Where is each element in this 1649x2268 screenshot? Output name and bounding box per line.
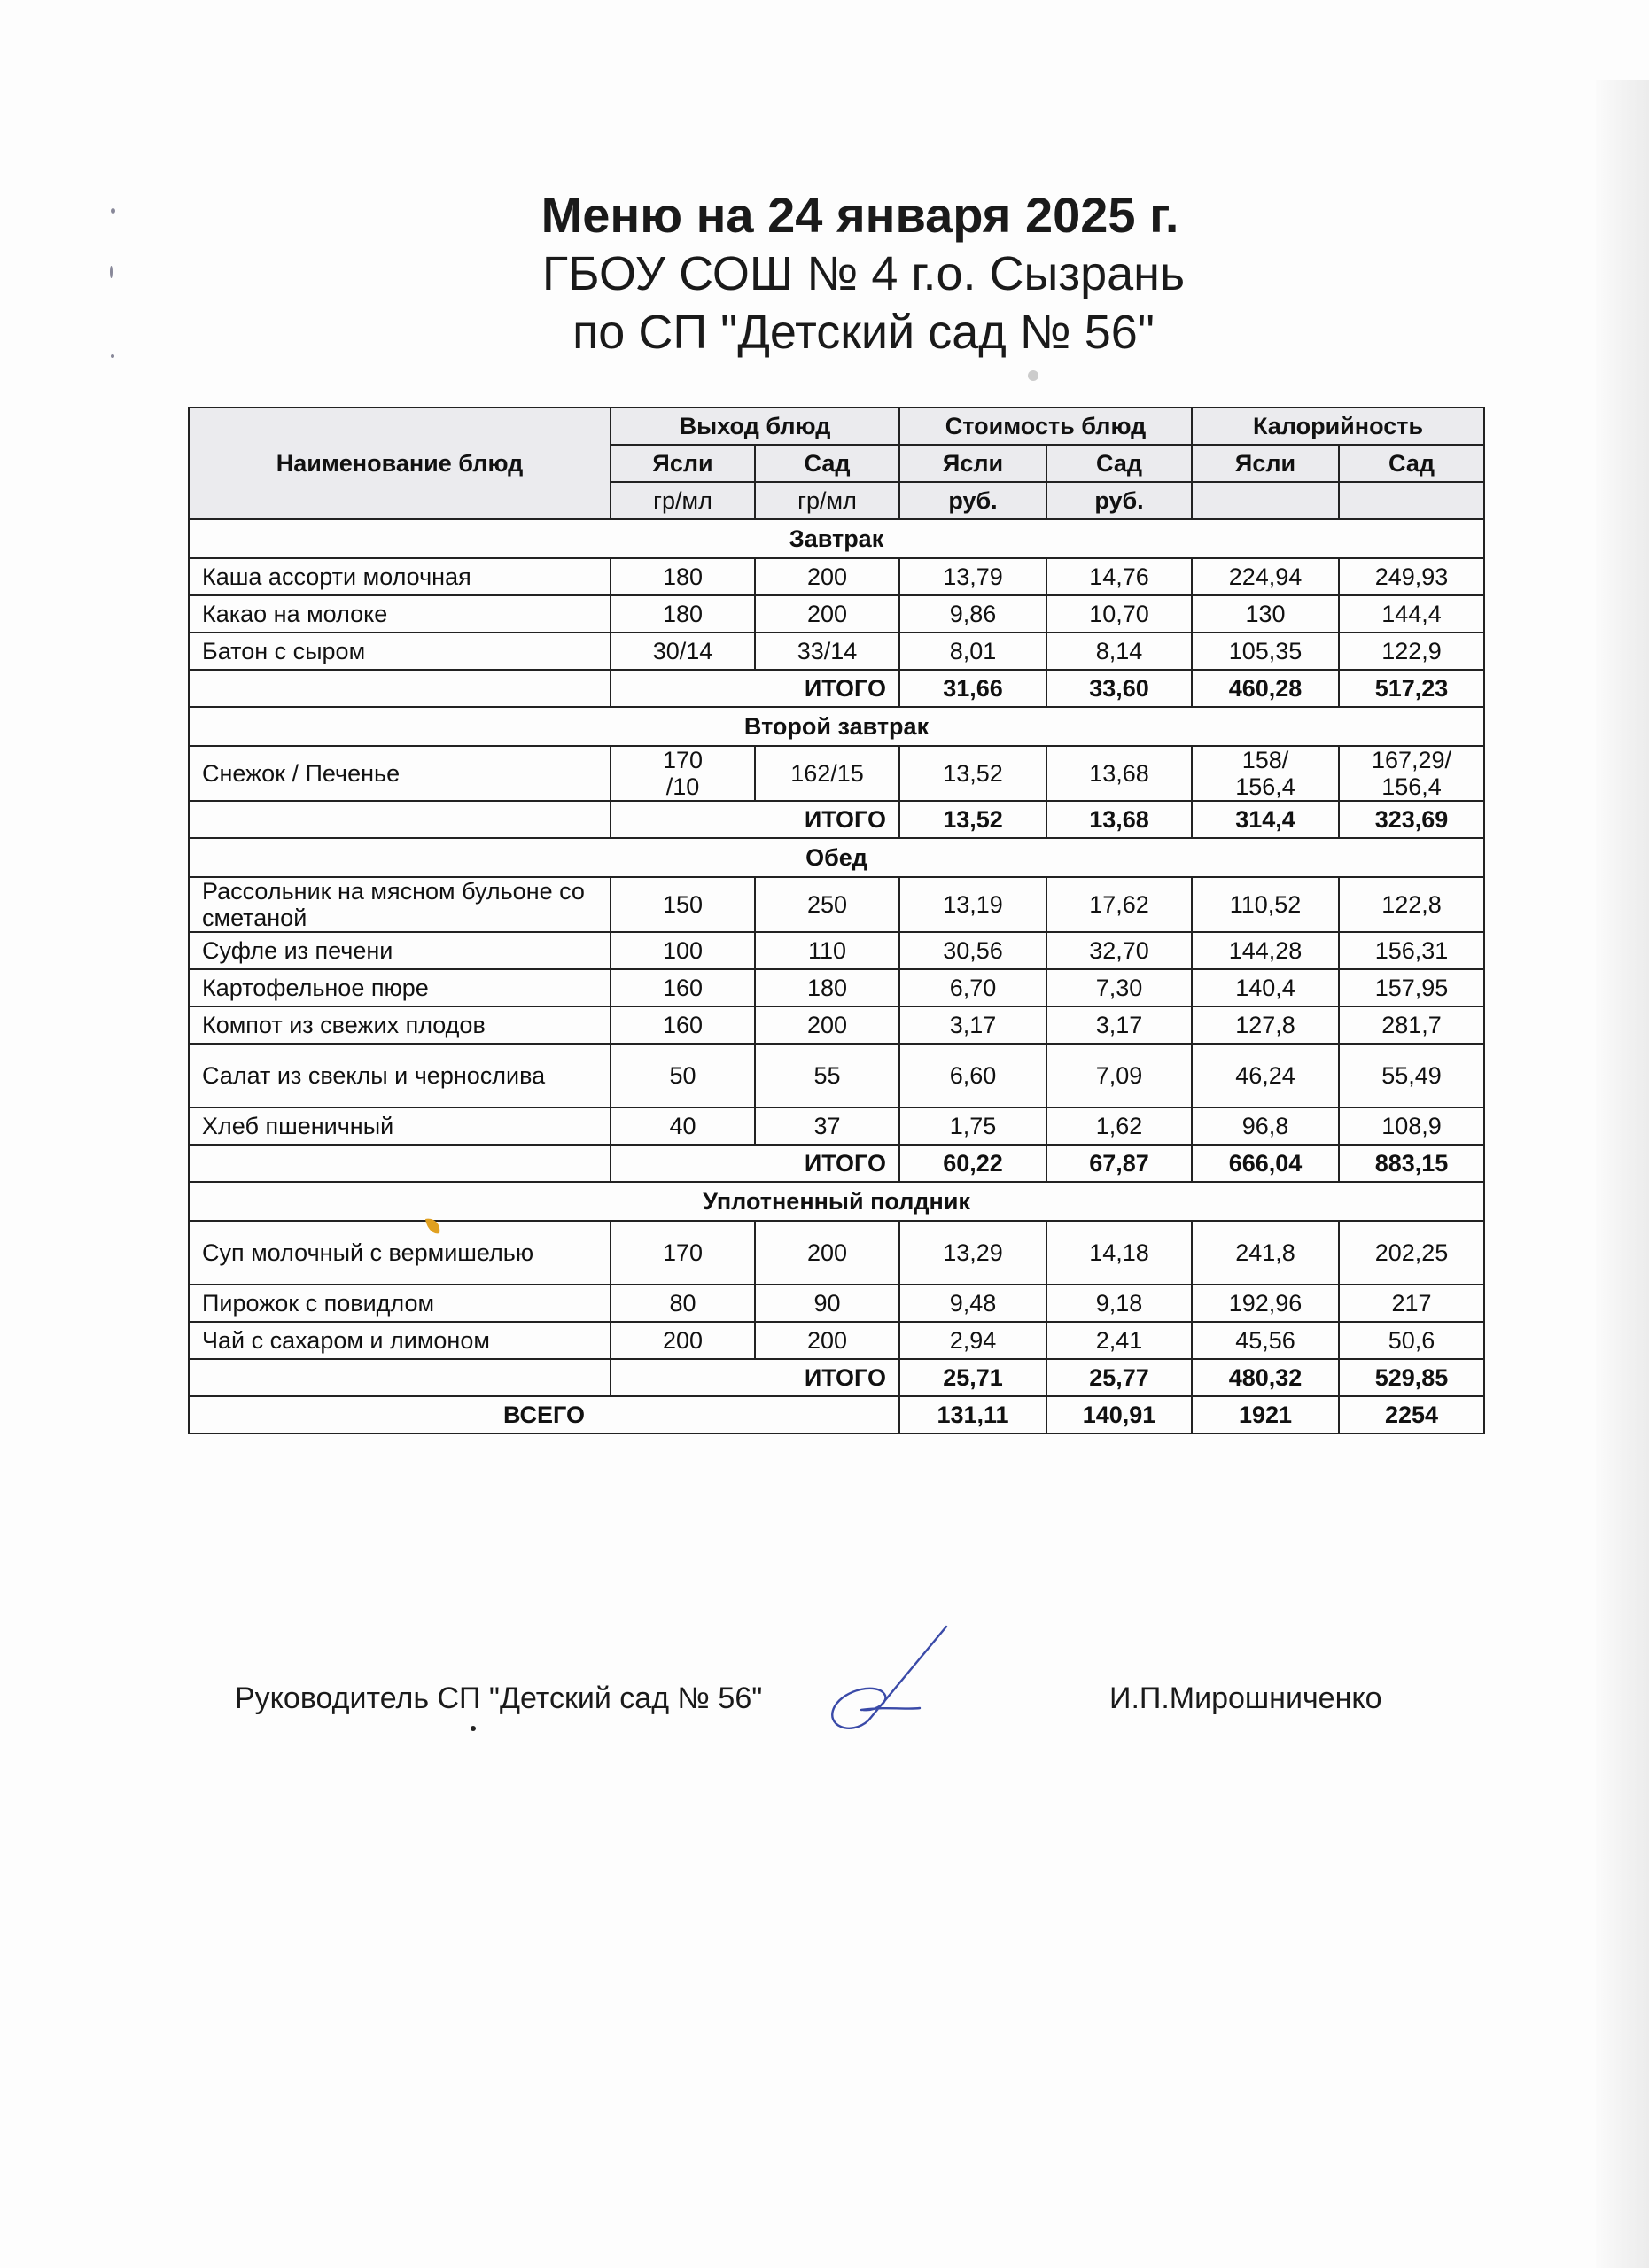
dish-cost-yasli: 6,60 — [899, 1044, 1046, 1107]
dish-cost-yasli: 13,79 — [899, 558, 1046, 595]
total-calories-sad: 323,69 — [1339, 801, 1484, 838]
dish-calories-yasli: 45,56 — [1192, 1322, 1339, 1359]
dish-calories-sad: 249,93 — [1339, 558, 1484, 595]
total-calories-yasli: 480,32 — [1192, 1359, 1339, 1396]
leaf-stain-mark — [422, 1216, 445, 1239]
menu-table-body — [189, 519, 1484, 1433]
dish-calories-sad: 55,49 — [1339, 1044, 1484, 1107]
dish-name: Чай с сахаром и лимоном — [189, 1322, 611, 1359]
dish-row — [189, 1044, 1484, 1107]
header-calories-sad: Сад — [1339, 445, 1484, 482]
dish-cost-yasli: 2,94 — [899, 1322, 1046, 1359]
dish-cost-sad: 3,17 — [1046, 1006, 1192, 1044]
section-total-row — [189, 801, 1484, 838]
dish-row — [189, 633, 1484, 670]
grand-total-calories-sad: 2254 — [1339, 1396, 1484, 1433]
footer-position: Руководитель СП "Детский сад № 56" — [235, 1682, 763, 1715]
menu-table — [188, 407, 1485, 1434]
total-spacer — [189, 670, 611, 707]
grand-total-cost-yasli: 131,11 — [899, 1396, 1046, 1433]
dish-calories-sad: 122,9 — [1339, 633, 1484, 670]
dish-yield-yasli: 30/14 — [611, 633, 755, 670]
total-calories-sad: 517,23 — [1339, 670, 1484, 707]
dish-name: Снежок / Печенье — [189, 746, 611, 801]
section-title: Второй завтрак — [189, 707, 1484, 746]
dish-yield-yasli: 80 — [611, 1285, 755, 1322]
dish-yield-yasli: 180 — [611, 595, 755, 633]
total-calories-yasli: 460,28 — [1192, 670, 1339, 707]
dish-name: Батон с сыром — [189, 633, 611, 670]
dish-yield-sad: 180 — [755, 969, 899, 1006]
dish-yield-sad: 200 — [755, 1221, 899, 1285]
dish-yield-sad: 90 — [755, 1285, 899, 1322]
dish-cost-sad: 2,41 — [1046, 1322, 1192, 1359]
total-calories-sad: 883,15 — [1339, 1145, 1484, 1182]
dish-row — [189, 746, 1484, 801]
dish-cost-sad: 1,62 — [1046, 1107, 1192, 1145]
section-row — [189, 519, 1484, 558]
dish-row — [189, 877, 1484, 932]
dish-yield-sad: 162/15 — [755, 746, 899, 801]
dish-cost-yasli: 13,29 — [899, 1221, 1046, 1285]
dish-calories-sad: 156,31 — [1339, 932, 1484, 969]
dish-cost-sad: 32,70 — [1046, 932, 1192, 969]
section-row — [189, 838, 1484, 877]
section-total-row — [189, 670, 1484, 707]
handwritten-signature — [815, 1621, 957, 1736]
footer-director-name: И.П.Мирошниченко — [1109, 1682, 1382, 1715]
section-title: Уплотненный полдник — [189, 1182, 1484, 1221]
header-yield-sad: Сад — [755, 445, 899, 482]
header-unit-cost-sad: руб. — [1046, 482, 1192, 519]
dish-cost-sad: 14,18 — [1046, 1221, 1192, 1285]
header-yield-yasli: Ясли — [611, 445, 755, 482]
dish-calories-yasli: 110,52 — [1192, 877, 1339, 932]
total-cost-yasli: 13,52 — [899, 801, 1046, 838]
dish-row — [189, 595, 1484, 633]
total-cost-yasli: 60,22 — [899, 1145, 1046, 1182]
total-label: ИТОГО — [611, 801, 899, 838]
total-cost-yasli: 25,71 — [899, 1359, 1046, 1396]
dish-yield-yasli: 170 /10 — [611, 746, 755, 801]
total-label: ИТОГО — [611, 1145, 899, 1182]
total-cost-sad: 33,60 — [1046, 670, 1192, 707]
dish-row — [189, 969, 1484, 1006]
section-title: Завтрак — [189, 519, 1484, 558]
total-calories-yasli: 666,04 — [1192, 1145, 1339, 1182]
dish-yield-yasli: 200 — [611, 1322, 755, 1359]
header-unit-cost-yasli: руб. — [899, 482, 1046, 519]
total-calories-yasli: 314,4 — [1192, 801, 1339, 838]
dish-cost-sad: 17,62 — [1046, 877, 1192, 932]
header-calories: Калорийность — [1192, 408, 1484, 445]
dish-calories-yasli: 130 — [1192, 595, 1339, 633]
dish-cost-yasli: 30,56 — [899, 932, 1046, 969]
dish-yield-sad: 37 — [755, 1107, 899, 1145]
dish-calories-sad: 202,25 — [1339, 1221, 1484, 1285]
total-spacer — [189, 1145, 611, 1182]
dish-cost-yasli: 13,19 — [899, 877, 1046, 932]
scan-speck — [111, 208, 115, 214]
total-spacer — [189, 801, 611, 838]
dish-cost-sad: 14,76 — [1046, 558, 1192, 595]
dish-calories-sad: 144,4 — [1339, 595, 1484, 633]
total-calories-sad: 529,85 — [1339, 1359, 1484, 1396]
header-cost-sad: Сад — [1046, 445, 1192, 482]
dish-cost-yasli: 8,01 — [899, 633, 1046, 670]
header-cost-yasli: Ясли — [899, 445, 1046, 482]
dish-calories-sad: 281,7 — [1339, 1006, 1484, 1044]
dish-name: Хлеб пшеничный — [189, 1107, 611, 1145]
header-yield: Выход блюд — [611, 408, 899, 445]
dish-calories-yasli: 46,24 — [1192, 1044, 1339, 1107]
dish-cost-sad: 7,09 — [1046, 1044, 1192, 1107]
dish-calories-sad: 157,95 — [1339, 969, 1484, 1006]
dish-cost-sad: 8,14 — [1046, 633, 1192, 670]
dish-cost-yasli: 13,52 — [899, 746, 1046, 801]
total-label: ИТОГО — [611, 670, 899, 707]
dish-calories-yasli: 127,8 — [1192, 1006, 1339, 1044]
dish-name: Суфле из печени — [189, 932, 611, 969]
section-row — [189, 1182, 1484, 1221]
dish-row — [189, 1221, 1484, 1285]
dish-calories-yasli: 96,8 — [1192, 1107, 1339, 1145]
dish-yield-yasli: 170 — [611, 1221, 755, 1285]
dish-cost-sad: 13,68 — [1046, 746, 1192, 801]
scan-speck — [110, 266, 113, 278]
section-total-row — [189, 1359, 1484, 1396]
header-dish-name: Наименование блюд — [189, 408, 611, 519]
dish-calories-yasli: 158/ 156,4 — [1192, 746, 1339, 801]
header-unit-yield-yasli: гр/мл — [611, 482, 755, 519]
dish-cost-yasli: 9,86 — [899, 595, 1046, 633]
dish-yield-yasli: 100 — [611, 932, 755, 969]
scan-speck — [111, 354, 114, 358]
dish-calories-sad: 167,29/ 156,4 — [1339, 746, 1484, 801]
header-calories-yasli: Ясли — [1192, 445, 1339, 482]
dish-row — [189, 1285, 1484, 1322]
dish-name: Суп молочный с вермишелью — [189, 1221, 611, 1285]
grand-total-row — [189, 1396, 1484, 1433]
dish-cost-sad: 10,70 — [1046, 595, 1192, 633]
dish-cost-sad: 7,30 — [1046, 969, 1192, 1006]
section-total-row — [189, 1145, 1484, 1182]
dish-row — [189, 1107, 1484, 1145]
dish-yield-yasli: 160 — [611, 1006, 755, 1044]
scanner-page-edge — [1596, 80, 1649, 2268]
dish-calories-yasli: 140,4 — [1192, 969, 1339, 1006]
dish-yield-sad: 55 — [755, 1044, 899, 1107]
dish-row — [189, 932, 1484, 969]
dish-calories-sad: 122,8 — [1339, 877, 1484, 932]
dish-name: Компот из свежих плодов — [189, 1006, 611, 1044]
document-title — [0, 186, 1649, 361]
header-cost: Стоимость блюд — [899, 408, 1192, 445]
total-cost-yasli: 31,66 — [899, 670, 1046, 707]
total-spacer — [189, 1359, 611, 1396]
title-line-2: ГБОУ СОШ № 4 г.о. Сызрань — [541, 247, 1186, 300]
dish-cost-sad: 9,18 — [1046, 1285, 1192, 1322]
dish-calories-yasli: 224,94 — [1192, 558, 1339, 595]
title-line-1: Меню на 24 января 2025 г. — [541, 187, 1179, 243]
section-title: Обед — [189, 838, 1484, 877]
dish-yield-sad: 200 — [755, 595, 899, 633]
dish-cost-yasli: 6,70 — [899, 969, 1046, 1006]
section-row — [189, 707, 1484, 746]
scan-speck — [471, 1726, 476, 1731]
dish-name: Рассольник на мясном бульоне со сметаной — [189, 877, 611, 932]
title-line-3: по СП "Детский сад № 56" — [572, 306, 1155, 359]
dish-name: Каша ассорти молочная — [189, 558, 611, 595]
dish-name: Пирожок с повидлом — [189, 1285, 611, 1322]
dish-cost-yasli: 1,75 — [899, 1107, 1046, 1145]
total-cost-sad: 67,87 — [1046, 1145, 1192, 1182]
dish-yield-yasli: 160 — [611, 969, 755, 1006]
grand-total-calories-yasli: 1921 — [1192, 1396, 1339, 1433]
header-unit-calories-sad — [1339, 482, 1484, 519]
grand-total-label: ВСЕГО — [189, 1396, 899, 1433]
dish-calories-yasli: 241,8 — [1192, 1221, 1339, 1285]
dish-cost-yasli: 9,48 — [899, 1285, 1046, 1322]
dish-yield-sad: 200 — [755, 1322, 899, 1359]
dish-yield-sad: 110 — [755, 932, 899, 969]
total-cost-sad: 25,77 — [1046, 1359, 1192, 1396]
scan-speck — [1028, 370, 1038, 381]
dish-yield-yasli: 180 — [611, 558, 755, 595]
dish-row — [189, 1322, 1484, 1359]
dish-calories-yasli: 192,96 — [1192, 1285, 1339, 1322]
dish-row — [189, 1006, 1484, 1044]
dish-yield-sad: 200 — [755, 1006, 899, 1044]
dish-calories-sad: 50,6 — [1339, 1322, 1484, 1359]
dish-name: Картофельное пюре — [189, 969, 611, 1006]
dish-cost-yasli: 3,17 — [899, 1006, 1046, 1044]
dish-yield-sad: 250 — [755, 877, 899, 932]
header-unit-yield-sad: гр/мл — [755, 482, 899, 519]
total-label: ИТОГО — [611, 1359, 899, 1396]
dish-yield-sad: 33/14 — [755, 633, 899, 670]
grand-total-cost-sad: 140,91 — [1046, 1396, 1192, 1433]
dish-yield-yasli: 40 — [611, 1107, 755, 1145]
dish-yield-yasli: 150 — [611, 877, 755, 932]
dish-calories-yasli: 144,28 — [1192, 932, 1339, 969]
dish-calories-sad: 108,9 — [1339, 1107, 1484, 1145]
dish-calories-yasli: 105,35 — [1192, 633, 1339, 670]
header-unit-calories-yasli — [1192, 482, 1339, 519]
dish-name: Какао на молоке — [189, 595, 611, 633]
dish-calories-sad: 217 — [1339, 1285, 1484, 1322]
dish-yield-yasli: 50 — [611, 1044, 755, 1107]
total-cost-sad: 13,68 — [1046, 801, 1192, 838]
dish-yield-sad: 200 — [755, 558, 899, 595]
dish-name: Салат из свеклы и чернослива — [189, 1044, 611, 1107]
dish-row — [189, 558, 1484, 595]
